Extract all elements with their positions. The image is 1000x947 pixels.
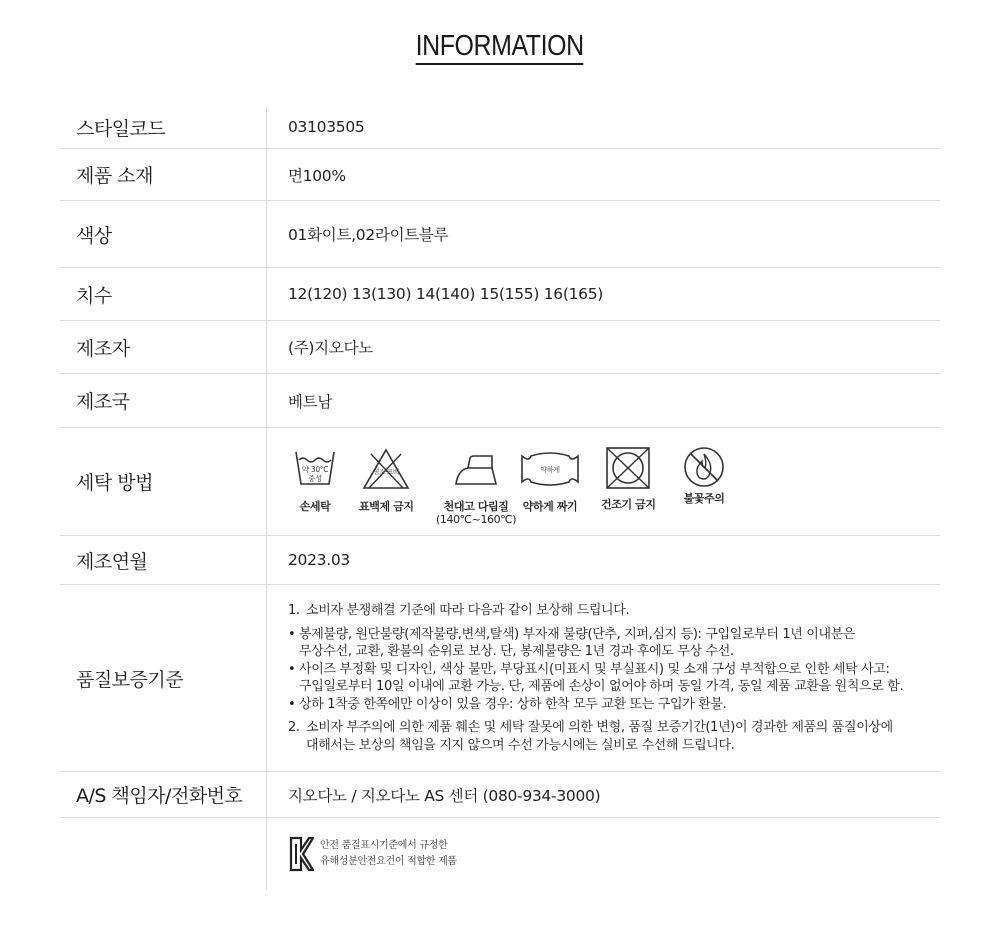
value-as: 지오다노 / 지오다노 AS 센터 (080-934-3000) bbox=[288, 786, 601, 805]
value-style-code: 03103505 bbox=[288, 118, 365, 136]
value-date: 2023.03 bbox=[288, 551, 350, 569]
wash-iron bbox=[436, 448, 516, 526]
kc-certification bbox=[288, 835, 457, 873]
label-country: 제조국 bbox=[60, 374, 267, 427]
label-as: A/S 책임자/전화번호 bbox=[60, 772, 267, 817]
value-size: 12(120) 13(130) 14(140) 15(155) 16(165) bbox=[288, 285, 604, 303]
row-quality bbox=[60, 585, 940, 772]
wash-hand-label: 손세탁 bbox=[299, 500, 331, 513]
row-material bbox=[60, 149, 940, 201]
quality-bullet-3: • 상하 1착중 한쪽에만 이상이 있을 경우: 상하 한착 모두 교환 또는 구입가 환불. bbox=[288, 696, 727, 712]
kc-mark-icon bbox=[288, 835, 314, 873]
svg-text:중성: 중성 bbox=[308, 474, 322, 483]
wash-no-bleach bbox=[359, 448, 414, 513]
row-style-code bbox=[60, 106, 940, 149]
label-date: 제조연월 bbox=[60, 536, 267, 584]
value-maker: (주)지오다노 bbox=[288, 339, 373, 357]
label-washing: 세탁 방법 bbox=[60, 428, 267, 535]
no-fire-icon bbox=[681, 446, 727, 490]
row-washing bbox=[60, 428, 940, 536]
info-table bbox=[60, 106, 940, 890]
quality-item-1: 1. 소비자 분쟁해결 기준에 따라 다음과 같이 보상해 드립니다. bbox=[288, 603, 630, 618]
quality-bullet-2: • 사이즈 부정확 및 디자인, 색상 불만, 부당표시(미표시 및 부실표시) 및 소재 구성 부적합으로 인한 세탁 사고: 구입일로부터 10일 이내에 교환 가능. 단, 제품에 손상이 없어야 하며 동일 가격, 동일 제품 교환을 원칙으로 함. bbox=[288, 661, 904, 694]
quality-item-2: 2. 소비자 부주의에 의한 제품 훼손 및 세탁 잘못에 의한 변형, 품질 보증기간(1년)이 경과한 제품의 품질이상에 대해서는 보상의 책임을 지지 않으며 수선 가능시에는 실비로 수선해 드립니다. bbox=[288, 720, 893, 753]
value-material: 면100% bbox=[288, 166, 346, 185]
no-bleach-icon bbox=[361, 448, 411, 490]
kc-text: 안전 품질표시기준에서 규정한 유해성분안전요건이 적합한 제품 bbox=[320, 840, 457, 867]
quality-text bbox=[288, 602, 903, 754]
wash-wring bbox=[519, 448, 581, 513]
wash-iron-sub: (140℃~160℃) bbox=[436, 513, 517, 526]
row-kc bbox=[60, 818, 940, 890]
value-country: 베트남 bbox=[288, 392, 333, 411]
washing-icons bbox=[267, 428, 940, 535]
label-style-code: 스타일코드 bbox=[60, 106, 267, 148]
wash-no-bleach-label: 표백제 금지 bbox=[359, 500, 414, 513]
wash-no-dry-label: 건조기 금지 bbox=[601, 498, 656, 511]
page-title: INFORMATION bbox=[416, 30, 584, 65]
row-country bbox=[60, 374, 940, 428]
label-maker: 제조자 bbox=[60, 321, 267, 373]
wash-no-dry bbox=[601, 446, 656, 511]
value-color: 01화이트,02라이트블루 bbox=[288, 226, 449, 244]
row-maker bbox=[60, 321, 940, 374]
iron-icon bbox=[452, 448, 500, 490]
quality-bullet-1: • 봉제불량, 원단불량(제작불량,변색,탈색) 부자재 불량(단추, 지퍼,심지 등): 구입일로부터 1년 이내분은 무상수선, 교환, 환불의 순위로 보상. 단, 봉제불량은 1년 경과 후에도 무상 수선. bbox=[288, 626, 856, 659]
row-as bbox=[60, 772, 940, 818]
svg-text:염소·표백: 염소·표백 bbox=[373, 468, 400, 476]
hand-wash-icon bbox=[293, 448, 337, 490]
label-size: 치수 bbox=[60, 268, 267, 320]
label-material: 제품 소재 bbox=[60, 149, 267, 200]
label-kc bbox=[60, 818, 267, 890]
wash-fire bbox=[681, 446, 727, 505]
wash-iron-label: 천대고 다림질 bbox=[443, 500, 509, 513]
title-wrap bbox=[0, 30, 1000, 65]
no-tumble-dry-icon bbox=[604, 446, 652, 490]
wash-wring-label: 약하게 짜기 bbox=[522, 500, 578, 513]
value-quality bbox=[267, 585, 940, 771]
label-color: 색상 bbox=[60, 201, 267, 267]
row-color bbox=[60, 201, 940, 268]
wash-fire-label: 불꽃주의 bbox=[683, 492, 725, 505]
wring-icon bbox=[519, 448, 581, 490]
row-size bbox=[60, 268, 940, 321]
svg-text:약하게: 약하게 bbox=[540, 466, 560, 474]
svg-text:약 30°C: 약 30°C bbox=[301, 465, 329, 474]
value-kc bbox=[267, 818, 940, 890]
wash-hand bbox=[293, 448, 337, 513]
label-quality: 품질보증기준 bbox=[60, 585, 267, 771]
row-date bbox=[60, 536, 940, 585]
